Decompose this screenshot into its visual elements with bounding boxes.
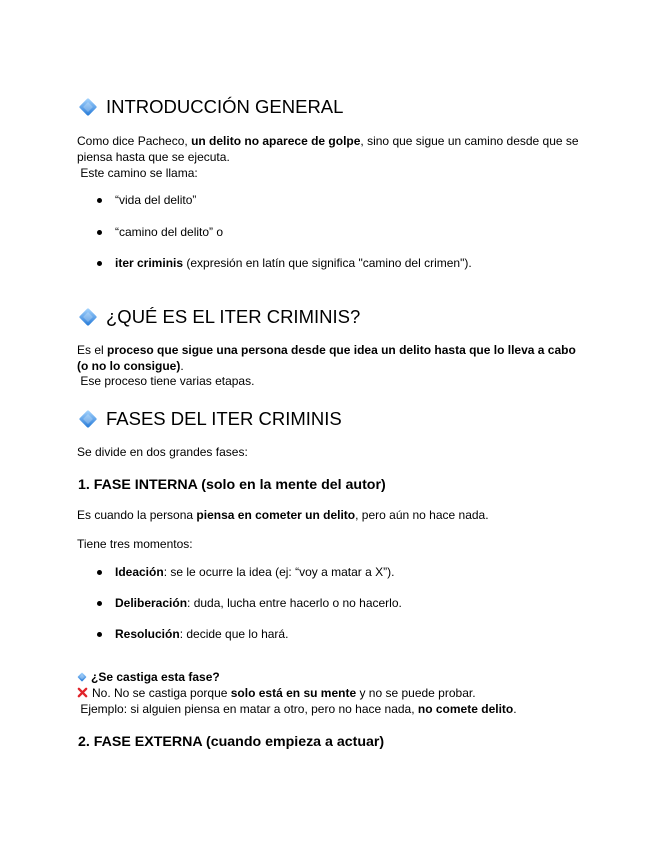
definition-paragraph-2: Ese proceso tiene varias etapas. xyxy=(77,374,255,388)
definition-heading-text: ¿QUÉ ES EL ITER CRIMINIS? xyxy=(106,306,361,327)
list-item-text xyxy=(115,564,394,580)
list-item xyxy=(97,255,655,271)
moment-title: Ideación xyxy=(115,565,164,579)
list-item xyxy=(97,626,655,642)
blue-diamond-icon xyxy=(78,307,98,327)
internal-p1-c: , pero aún no hace nada. xyxy=(355,508,489,522)
question-text: ¿Se castiga esta fase? xyxy=(91,670,220,684)
internal-p1-a: Es cuando la persona xyxy=(77,508,197,522)
answer-a: No. No se castiga porque xyxy=(92,686,231,700)
internal-phase-paragraph xyxy=(77,507,585,523)
list-item-text: “vida del delito” xyxy=(115,193,197,207)
external-phase-heading: 2. FASE EXTERNA (cuando empieza a actuar) xyxy=(78,734,385,750)
small-blue-diamond-icon xyxy=(77,672,87,682)
answer-c: y no se puede probar. xyxy=(356,686,476,700)
definition-heading xyxy=(78,306,655,328)
list-item-rest: (expresión en latín que significa "camino del crimen"). xyxy=(183,256,472,270)
punishment-example xyxy=(77,701,585,717)
intro-p1-c: , sino que sigue un camino desde que se piensa hasta que se ejecuta. xyxy=(77,134,579,164)
moment-description: : se le ocurre la idea (ej: “voy a matar a X”). xyxy=(163,565,395,579)
intro-heading xyxy=(78,96,655,118)
internal-phase-heading: 1. FASE INTERNA (solo en la mente del autor) xyxy=(78,477,386,493)
intro-p1-bold: un delito no aparece de golpe xyxy=(191,134,361,148)
bullet-icon xyxy=(97,261,102,266)
example-c: . xyxy=(513,702,517,716)
definition-p1-c: . xyxy=(180,359,184,373)
definition-p1-a: Es el xyxy=(77,343,108,357)
moment-title: Resolución xyxy=(115,627,180,641)
example-a: Ejemplo: si alguien piensa en matar a otro, pero no hace nada, xyxy=(77,702,418,716)
answer-bold: solo está en su mente xyxy=(230,686,357,700)
bullet-icon xyxy=(97,601,102,606)
bullet-icon xyxy=(97,632,102,637)
bullet-icon xyxy=(97,230,102,235)
intro-p1-a: Como dice Pacheco, xyxy=(77,134,192,148)
blue-diamond-icon xyxy=(78,409,98,429)
moment-title: Deliberación xyxy=(115,596,188,610)
internal-phase-moments-intro: Tiene tres momentos: xyxy=(77,537,193,551)
list-item xyxy=(97,595,655,611)
list-item xyxy=(97,192,655,208)
phases-intro: Se divide en dos grandes fases: xyxy=(77,445,248,459)
list-item-text: “camino del delito” o xyxy=(115,225,224,239)
intro-paragraph xyxy=(77,133,585,165)
definition-p1-bold: proceso que sigue una persona desde que idea un delito hasta que lo lleva a cabo (o no lo consigue) xyxy=(77,343,576,373)
list-item-text xyxy=(115,255,472,271)
list-item-bold: iter criminis xyxy=(115,256,184,270)
list-item-text xyxy=(115,595,402,611)
phases-heading xyxy=(78,408,655,430)
blue-diamond-icon xyxy=(78,97,98,117)
punishment-answer xyxy=(77,685,585,701)
punishment-question xyxy=(77,669,585,685)
list-item xyxy=(97,564,655,580)
bullet-icon xyxy=(97,198,102,203)
intro-heading-text: INTRODUCCIÓN GENERAL xyxy=(106,96,344,117)
red-cross-icon xyxy=(77,687,88,698)
example-bold: no comete delito xyxy=(417,702,514,716)
definition-paragraph xyxy=(77,342,585,374)
phases-heading-text: FASES DEL ITER CRIMINIS xyxy=(106,408,342,429)
internal-p1-bold: piensa en cometer un delito xyxy=(196,508,356,522)
moment-description: : duda, lucha entre hacerlo o no hacerlo. xyxy=(187,596,402,610)
list-item xyxy=(97,224,655,240)
intro-paragraph-2: Este camino se llama: xyxy=(77,166,198,180)
bullet-icon xyxy=(97,570,102,575)
list-item-text xyxy=(115,626,288,642)
moment-description: : decide que lo hará. xyxy=(179,627,289,641)
